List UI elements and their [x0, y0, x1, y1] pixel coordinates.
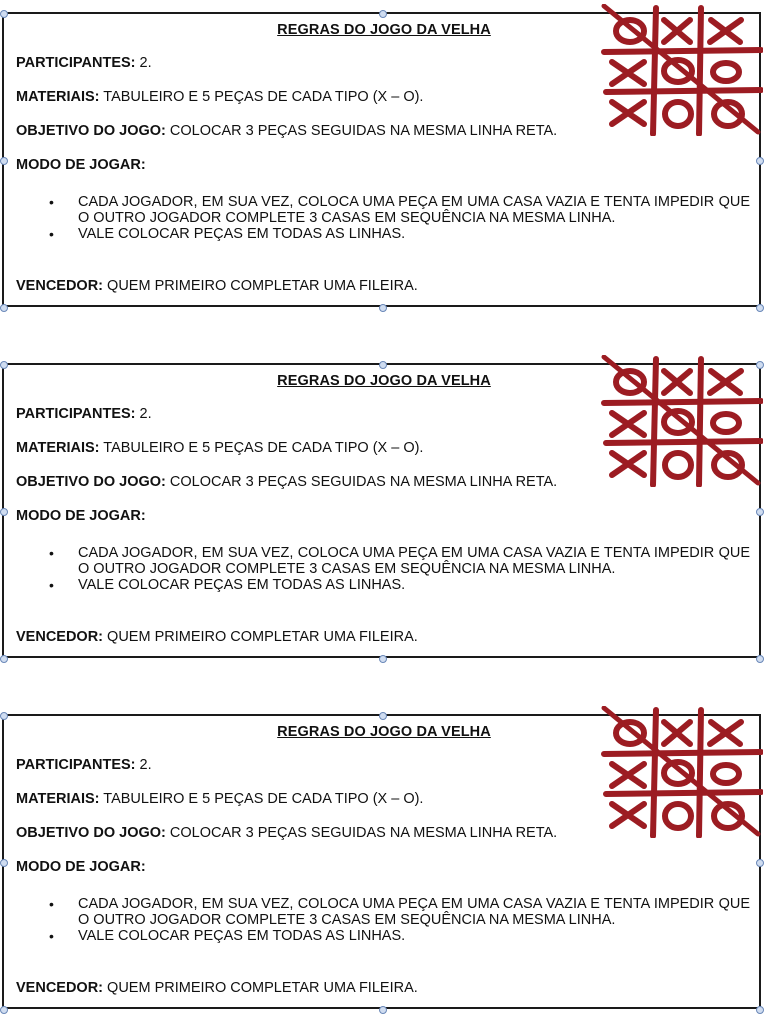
rule-text: CADA JOGADOR, EM SUA VEZ, COLOCA UMA PEÇA EM UMA CASA VAZIA E TENTA IMPEDIR QUE O OUTRO JOGADOR COMPLETE 3 CASAS EM SEQUÊNCIA NA MESMA LINHA.	[78, 896, 750, 928]
winner-label: VENCEDOR:	[16, 980, 104, 996]
mode-label: MODO DE JOGAR:	[16, 859, 146, 875]
objective-label: OBJETIVO DO JOGO:	[16, 825, 166, 841]
winner-value: QUEM PRIMEIRO COMPLETAR UMA FILEIRA.	[107, 629, 418, 645]
selection-handle[interactable]	[379, 10, 387, 18]
selection-handle[interactable]	[0, 712, 8, 720]
participants-value: 2.	[139, 757, 152, 773]
tic-tac-toe-icon	[598, 355, 763, 487]
selection-handle[interactable]	[756, 508, 764, 516]
bullet-icon: •	[49, 545, 54, 561]
objective-line	[16, 825, 557, 841]
winner-value: QUEM PRIMEIRO COMPLETAR UMA FILEIRA.	[107, 278, 418, 294]
selection-handle[interactable]	[0, 361, 8, 369]
materials-line	[16, 440, 423, 456]
bullet-icon: •	[49, 928, 54, 944]
selection-handle[interactable]	[0, 10, 8, 18]
participants-label: PARTICIPANTES:	[16, 757, 136, 773]
selection-handle[interactable]	[756, 304, 764, 312]
materials-value: TABULEIRO E 5 PEÇAS DE CADA TIPO (X – O).	[103, 440, 424, 456]
winner-line	[16, 278, 418, 294]
list-item	[16, 577, 750, 593]
rule-text: VALE COLOCAR PEÇAS EM TODAS AS LINHAS.	[78, 577, 406, 593]
selection-handle[interactable]	[379, 361, 387, 369]
rule-text: CADA JOGADOR, EM SUA VEZ, COLOCA UMA PEÇA EM UMA CASA VAZIA E TENTA IMPEDIR QUE O OUTRO JOGADOR COMPLETE 3 CASAS EM SEQUÊNCIA NA MESMA LINHA.	[78, 194, 750, 226]
mode-heading	[16, 157, 146, 173]
selection-handle[interactable]	[756, 157, 764, 165]
participants-line	[16, 406, 152, 422]
selection-handle[interactable]	[0, 1006, 8, 1014]
objective-line	[16, 123, 557, 139]
bullet-icon: •	[49, 194, 54, 210]
objective-value: COLOCAR 3 PEÇAS SEGUIDAS NA MESMA LINHA RETA.	[169, 474, 558, 490]
materials-label: MATERIAIS:	[16, 89, 100, 105]
rules-card-2	[2, 363, 761, 658]
list-item	[16, 545, 750, 577]
participants-value: 2.	[139, 406, 152, 422]
objective-line	[16, 474, 557, 490]
participants-value: 2.	[139, 55, 152, 71]
selection-handle[interactable]	[756, 1006, 764, 1014]
list-item	[16, 896, 750, 928]
selection-handle[interactable]	[0, 655, 8, 663]
winner-line	[16, 629, 418, 645]
selection-handle[interactable]	[379, 304, 387, 312]
materials-value: TABULEIRO E 5 PEÇAS DE CADA TIPO (X – O).	[103, 791, 424, 807]
winner-line	[16, 980, 418, 996]
bullet-icon: •	[49, 896, 54, 912]
participants-label: PARTICIPANTES:	[16, 55, 136, 71]
mode-heading	[16, 859, 146, 875]
selection-handle[interactable]	[0, 157, 8, 165]
list-item	[16, 226, 750, 242]
list-item	[16, 194, 750, 226]
list-item	[16, 928, 750, 944]
tic-tac-toe-icon	[598, 4, 763, 136]
objective-value: COLOCAR 3 PEÇAS SEGUIDAS NA MESMA LINHA RETA.	[169, 123, 558, 139]
card-title: REGRAS DO JOGO DA VELHA	[277, 724, 491, 740]
selection-handle[interactable]	[379, 712, 387, 720]
bullet-icon: •	[49, 226, 54, 242]
rules-card-1	[2, 12, 761, 307]
selection-handle[interactable]	[379, 1006, 387, 1014]
participants-line	[16, 757, 152, 773]
rules-list	[16, 896, 750, 944]
materials-label: MATERIAIS:	[16, 791, 100, 807]
mode-heading	[16, 508, 146, 524]
mode-label: MODO DE JOGAR:	[16, 508, 146, 524]
winner-value: QUEM PRIMEIRO COMPLETAR UMA FILEIRA.	[107, 980, 418, 996]
selection-handle[interactable]	[0, 508, 8, 516]
winner-label: VENCEDOR:	[16, 629, 104, 645]
selection-handle[interactable]	[756, 859, 764, 867]
rules-list	[16, 545, 750, 593]
card-title: REGRAS DO JOGO DA VELHA	[277, 22, 491, 38]
bullet-icon: •	[49, 577, 54, 593]
rule-text: VALE COLOCAR PEÇAS EM TODAS AS LINHAS.	[78, 928, 406, 944]
selection-handle[interactable]	[0, 304, 8, 312]
materials-value: TABULEIRO E 5 PEÇAS DE CADA TIPO (X – O).	[103, 89, 424, 105]
objective-label: OBJETIVO DO JOGO:	[16, 474, 166, 490]
objective-value: COLOCAR 3 PEÇAS SEGUIDAS NA MESMA LINHA RETA.	[169, 825, 558, 841]
selection-handle[interactable]	[756, 655, 764, 663]
rules-card-3	[2, 714, 761, 1009]
tic-tac-toe-icon	[598, 706, 763, 838]
materials-label: MATERIAIS:	[16, 440, 100, 456]
objective-label: OBJETIVO DO JOGO:	[16, 123, 166, 139]
rule-text: CADA JOGADOR, EM SUA VEZ, COLOCA UMA PEÇA EM UMA CASA VAZIA E TENTA IMPEDIR QUE O OUTRO JOGADOR COMPLETE 3 CASAS EM SEQUÊNCIA NA MESMA LINHA.	[78, 545, 750, 577]
card-title: REGRAS DO JOGO DA VELHA	[277, 373, 491, 389]
materials-line	[16, 791, 423, 807]
selection-handle[interactable]	[0, 859, 8, 867]
participants-label: PARTICIPANTES:	[16, 406, 136, 422]
rule-text: VALE COLOCAR PEÇAS EM TODAS AS LINHAS.	[78, 226, 406, 242]
mode-label: MODO DE JOGAR:	[16, 157, 146, 173]
materials-line	[16, 89, 423, 105]
rules-list	[16, 194, 750, 242]
selection-handle[interactable]	[379, 655, 387, 663]
participants-line	[16, 55, 152, 71]
winner-label: VENCEDOR:	[16, 278, 104, 294]
